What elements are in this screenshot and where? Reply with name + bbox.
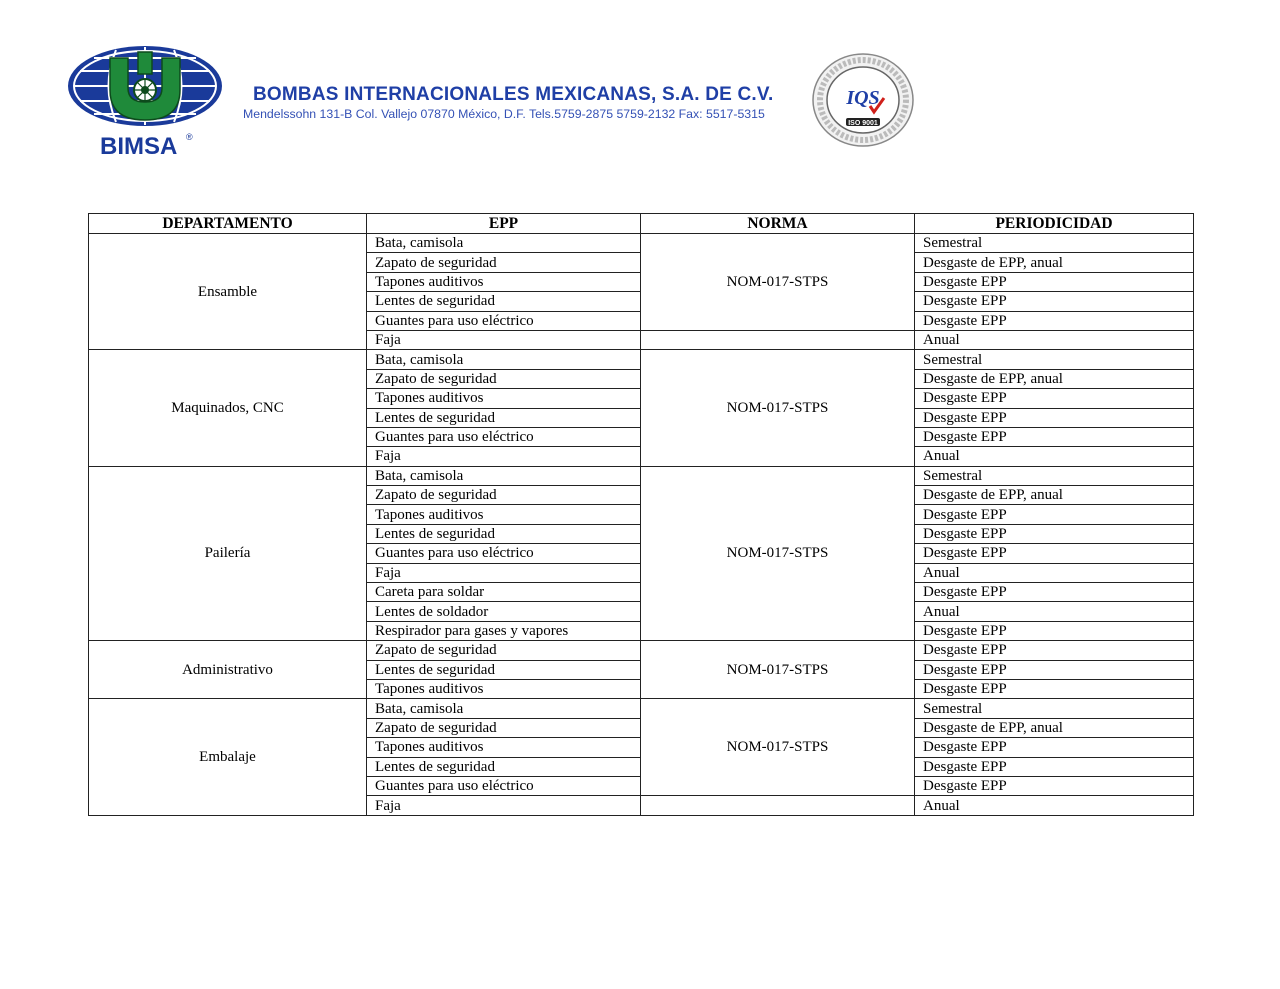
table-row (89, 466, 1194, 485)
norma-cell: NOM-017-STPS (641, 466, 915, 641)
epp-cell: Faja (367, 563, 641, 582)
periodicidad-cell: Anual (915, 330, 1194, 349)
periodicidad-cell: Desgaste EPP (915, 660, 1194, 679)
company-name: BOMBAS INTERNACIONALES MEXICANAS, S.A. DE C.V. (253, 84, 774, 105)
norma-cell: NOM-017-STPS (641, 699, 915, 796)
periodicidad-cell: Desgaste EPP (915, 641, 1194, 660)
iqs-seal-icon (810, 52, 916, 148)
periodicidad-cell: Desgaste EPP (915, 776, 1194, 795)
periodicidad-cell: Desgaste EPP (915, 583, 1194, 602)
epp-cell: Zapato de seguridad (367, 641, 641, 660)
table-row (89, 234, 1194, 253)
epp-table (88, 213, 1194, 816)
periodicidad-cell: Desgaste de EPP, anual (915, 253, 1194, 272)
epp-cell: Tapones auditivos (367, 272, 641, 291)
svg-text:ISO 9001: ISO 9001 (848, 120, 878, 127)
periodicidad-cell: Anual (915, 563, 1194, 582)
norma-cell: NOM-017-STPS (641, 641, 915, 699)
header-departamento: DEPARTAMENTO (89, 214, 367, 234)
epp-cell: Lentes de seguridad (367, 660, 641, 679)
epp-cell: Lentes de seguridad (367, 408, 641, 427)
epp-cell: Zapato de seguridad (367, 369, 641, 388)
periodicidad-cell: Desgaste de EPP, anual (915, 369, 1194, 388)
periodicidad-cell: Desgaste EPP (915, 544, 1194, 563)
header-epp: EPP (367, 214, 641, 234)
epp-cell: Faja (367, 330, 641, 349)
epp-cell: Tapones auditivos (367, 505, 641, 524)
epp-cell: Bata, camisola (367, 699, 641, 718)
epp-cell: Lentes de soldador (367, 602, 641, 621)
periodicidad-cell: Desgaste de EPP, anual (915, 718, 1194, 737)
periodicidad-cell: Anual (915, 602, 1194, 621)
epp-cell: Tapones auditivos (367, 389, 641, 408)
svg-text:®: ® (186, 132, 193, 142)
periodicidad-cell: Desgaste EPP (915, 505, 1194, 524)
table-row (89, 699, 1194, 718)
epp-cell: Zapato de seguridad (367, 253, 641, 272)
periodicidad-cell: Desgaste EPP (915, 408, 1194, 427)
periodicidad-cell: Anual (915, 796, 1194, 815)
periodicidad-cell: Desgaste EPP (915, 679, 1194, 698)
epp-cell: Guantes para uso eléctrico (367, 427, 641, 446)
epp-cell: Guantes para uso eléctrico (367, 311, 641, 330)
norma-cell: NOM-017-STPS (641, 350, 915, 466)
company-address: Mendelssohn 131-B Col. Vallejo 07870 México, D.F. Tels.5759-2875 5759-2132 Fax: 5517-5315 (243, 107, 765, 121)
periodicidad-cell: Desgaste de EPP, anual (915, 486, 1194, 505)
department-cell: Embalaje (89, 699, 367, 815)
periodicidad-cell: Semestral (915, 466, 1194, 485)
epp-cell: Guantes para uso eléctrico (367, 544, 641, 563)
department-cell: Administrativo (89, 641, 367, 699)
periodicidad-cell: Desgaste EPP (915, 757, 1194, 776)
periodicidad-cell: Desgaste EPP (915, 311, 1194, 330)
periodicidad-cell: Desgaste EPP (915, 389, 1194, 408)
norma-cell-empty (641, 330, 915, 349)
table-header-row (89, 214, 1194, 234)
epp-cell: Respirador para gases y vapores (367, 621, 641, 640)
periodicidad-cell: Anual (915, 447, 1194, 466)
epp-cell: Faja (367, 447, 641, 466)
epp-cell: Lentes de seguridad (367, 757, 641, 776)
department-cell: Maquinados, CNC (89, 350, 367, 466)
periodicidad-cell: Desgaste EPP (915, 738, 1194, 757)
periodicidad-cell: Semestral (915, 699, 1194, 718)
table-body (89, 234, 1194, 816)
table-row (89, 350, 1194, 369)
epp-cell: Tapones auditivos (367, 679, 641, 698)
periodicidad-cell: Semestral (915, 234, 1194, 253)
norma-cell: NOM-017-STPS (641, 234, 915, 331)
iso-certification-seal (810, 52, 916, 148)
bimsa-logo (66, 44, 224, 162)
header-norma: NORMA (641, 214, 915, 234)
norma-cell-empty (641, 796, 915, 815)
epp-cell: Lentes de seguridad (367, 524, 641, 543)
epp-cell: Faja (367, 796, 641, 815)
epp-cell: Careta para soldar (367, 583, 641, 602)
periodicidad-cell: Desgaste EPP (915, 621, 1194, 640)
epp-cell: Tapones auditivos (367, 738, 641, 757)
epp-cell: Lentes de seguridad (367, 292, 641, 311)
periodicidad-cell: Semestral (915, 350, 1194, 369)
header-periodicidad: PERIODICIDAD (915, 214, 1194, 234)
epp-cell: Bata, camisola (367, 234, 641, 253)
department-cell: Pailería (89, 466, 367, 641)
epp-cell: Guantes para uso eléctrico (367, 776, 641, 795)
epp-cell: Bata, camisola (367, 466, 641, 485)
epp-cell: Zapato de seguridad (367, 718, 641, 737)
periodicidad-cell: Desgaste EPP (915, 524, 1194, 543)
epp-cell: Bata, camisola (367, 350, 641, 369)
periodicidad-cell: Desgaste EPP (915, 272, 1194, 291)
bimsa-globe-icon (66, 44, 224, 162)
table-row (89, 641, 1194, 660)
svg-text:IQS: IQS (846, 87, 880, 109)
logo-wordmark: BIMSA (100, 133, 178, 160)
department-cell: Ensamble (89, 234, 367, 350)
epp-cell: Zapato de seguridad (367, 486, 641, 505)
periodicidad-cell: Desgaste EPP (915, 427, 1194, 446)
periodicidad-cell: Desgaste EPP (915, 292, 1194, 311)
